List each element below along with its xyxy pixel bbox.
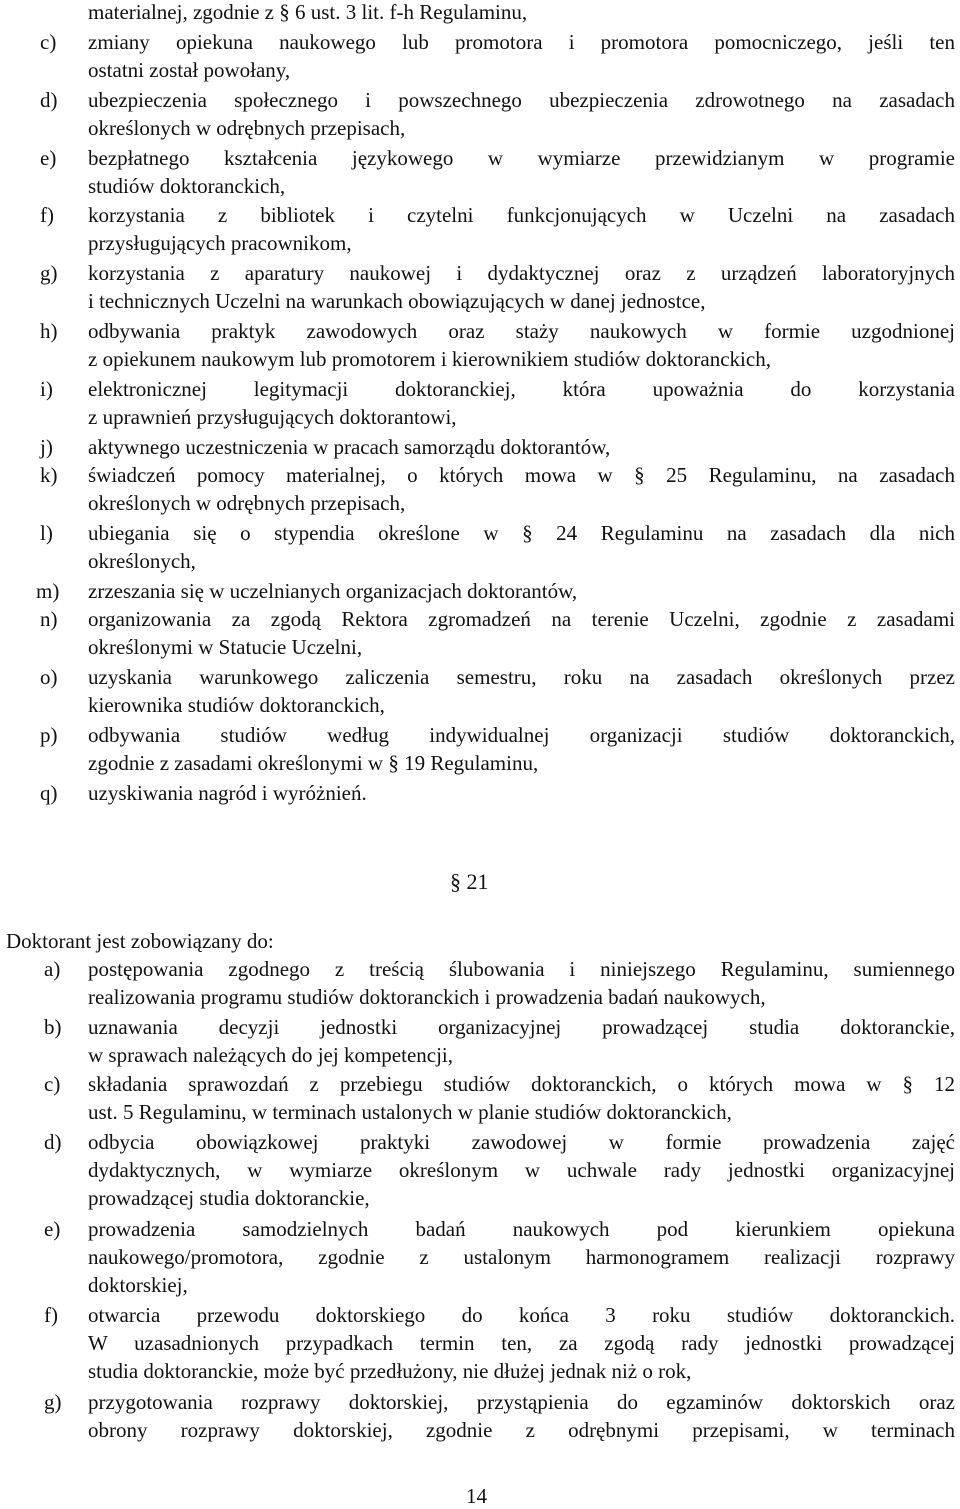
list-item-label: l) (40, 521, 53, 545)
list-item-label: d) (44, 1130, 62, 1154)
list-item-label: e) (44, 1217, 61, 1241)
list-item-line: odbycia obowiązkowej praktyki zawodowej w formie prowadzenia zajęć (88, 1130, 955, 1154)
list-item-line: prowadzenia samodzielnych badań naukowych pod kierunkiem opiekuna (88, 1217, 955, 1241)
list-item-label: g) (44, 1390, 62, 1414)
list-item-label: o) (40, 665, 58, 689)
list-item-label: g) (40, 261, 58, 285)
list-item-line: otwarcia przewodu doktorskiego do końca 3 roku studiów doktoranckich. (88, 1303, 955, 1327)
list-item-line: doktorskiej, (88, 1273, 188, 1297)
list-item-line: ubezpieczenia społecznego i powszechnego ubezpieczenia zdrowotnego na zasadach (88, 88, 955, 112)
section-intro: Doktorant jest zobowiązany do: (6, 929, 274, 953)
list-item-line: studiów doktoranckich, (88, 174, 286, 198)
list-item-line: dydaktycznych, w wymiarze określonym w uchwale rady jednostki organizacyjnej (88, 1158, 955, 1182)
list-item-label: h) (40, 319, 58, 343)
list-item-label: p) (40, 723, 58, 747)
page-number: 14 (466, 1484, 487, 1508)
list-item-line: uzyskania warunkowego zaliczenia semestru, roku na zasadach określonych przez (88, 665, 955, 689)
list-item-line: postępowania zgodnego z treścią ślubowania i niniejszego Regulaminu, sumiennego (88, 957, 955, 981)
list-item-line: prowadzącej studia doktoranckie, (88, 1186, 370, 1210)
list-item-line: ostatni został powołany, (88, 58, 291, 82)
list-item-line: określonych, (88, 549, 196, 573)
list-item-line: korzystania z bibliotek i czytelni funkcjonujących w Uczelni na zasadach (88, 203, 955, 227)
list-item-label: m) (36, 579, 60, 603)
list-item-line: z uprawnień przysługujących doktorantowi, (88, 405, 457, 429)
list-item-line: zrzeszania się w uczelnianych organizacjach doktorantów, (88, 579, 578, 603)
list-item-line: studia doktoranckie, może być przedłużony, nie dłużej jednak niż o rok, (88, 1359, 692, 1383)
list-item-line: bezpłatnego kształcenia językowego w wymiarze przewidzianym w programie (88, 146, 955, 170)
list-item-line: przysługujących pracownikom, (88, 231, 352, 255)
list-item-line: składania sprawozdań z przebiegu studiów doktoranckich, o których mowa w § 12 (88, 1072, 955, 1096)
list-item-label: e) (40, 146, 57, 170)
list-item-line: organizowania za zgodą Rektora zgromadzeń na terenie Uczelni, zgodnie z zasadami (88, 607, 955, 631)
list-item-line: realizowania programu studiów doktoranckich i prowadzenia badań naukowych, (88, 985, 766, 1009)
list-item-label: c) (40, 30, 57, 54)
list-item-line: z opiekunem naukowym lub promotorem i kierownikiem studiów doktoranckich, (88, 347, 771, 371)
list-item-label: d) (40, 88, 58, 112)
list-item-line: w sprawach należących do jej kompetencji, (88, 1043, 454, 1067)
list-item-label: b) (44, 1015, 62, 1039)
list-item-label: j) (40, 435, 53, 459)
list-item-line: odbywania studiów według indywidualnej organizacji studiów doktoranckich, (88, 723, 955, 747)
list-item-label: c) (44, 1072, 61, 1096)
list-item-label: i) (40, 377, 53, 401)
list-item-line: przygotowania rozprawy doktorskiej, przystąpienia do egzaminów doktorskich oraz (88, 1390, 955, 1414)
continuation-line: materialnej, zgodnie z § 6 ust. 3 lit. f-h Regulaminu, (88, 0, 528, 24)
list-item-line: określonych w odrębnych przepisach, (88, 116, 406, 140)
list-item-label: k) (40, 463, 58, 487)
list-item-line: aktywnego uczestniczenia w pracach samorządu doktorantów, (88, 435, 611, 459)
list-item-line: zmiany opiekuna naukowego lub promotora i promotora pomocniczego, jeśli ten (88, 30, 955, 54)
list-item-label: f) (40, 203, 54, 227)
section-title: § 21 (450, 869, 489, 894)
list-item-line: określonymi w Statucie Uczelni, (88, 635, 363, 659)
list-item-line: określonych w odrębnych przepisach, (88, 491, 406, 515)
list-item-line: ubiegania się o stypendia określone w § 24 Regulaminu na zasadach dla nich (88, 521, 955, 545)
list-item-line: uznawania decyzji jednostki organizacyjnej prowadzącej studia doktoranckie, (88, 1015, 955, 1039)
list-item-label: q) (40, 781, 58, 805)
list-item-line: korzystania z aparatury naukowej i dydaktycznej oraz z urządzeń laboratoryjnych (88, 261, 955, 285)
list-item-line: zgodnie z zasadami określonymi w § 19 Regulaminu, (88, 751, 539, 775)
list-item-line: W uzasadnionych przypadkach termin ten, za zgodą rady jednostki prowadzącej (88, 1331, 955, 1355)
list-item-label: a) (44, 957, 61, 981)
list-item-line: elektronicznej legitymacji doktoranckiej, która upoważnia do korzystania (88, 377, 955, 401)
list-item-line: świadczeń pomocy materialnej, o których mowa w § 25 Regulaminu, na zasadach (88, 463, 955, 487)
list-item-line: kierownika studiów doktoranckich, (88, 693, 385, 717)
list-item-line: naukowego/promotora, zgodnie z ustalonym harmonogramem realizacji rozprawy (88, 1245, 955, 1269)
list-item-line: i technicznych Uczelni na warunkach obowiązujących w danej jednostce, (88, 289, 706, 313)
list-item-line: obrony rozprawy doktorskiej, zgodnie z odrębnymi przepisami, w terminach (88, 1418, 955, 1442)
list-item-line: odbywania praktyk zawodowych oraz staży naukowych w formie uzgodnionej (88, 319, 955, 343)
list-item-label: f) (44, 1303, 58, 1327)
list-item-line: uzyskiwania nagród i wyróżnień. (88, 781, 367, 805)
list-item-label: n) (40, 607, 58, 631)
list-item-line: ust. 5 Regulaminu, w terminach ustalonych w planie studiów doktoranckich, (88, 1100, 732, 1124)
